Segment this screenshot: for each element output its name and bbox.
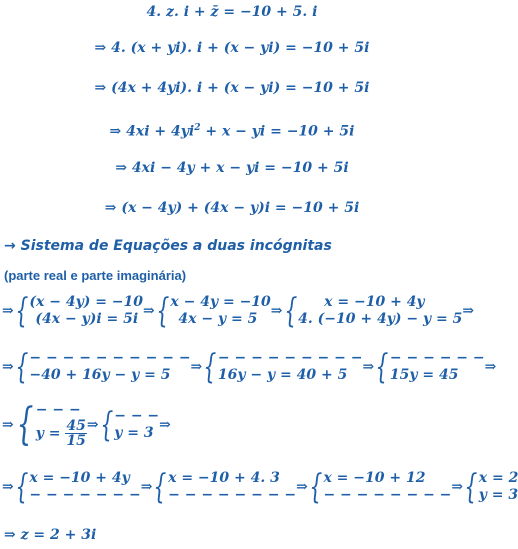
equation-line-3: ⇒ (4x + 4yi). i + (x − yi) = −10 + 5i: [94, 80, 370, 96]
system-4-2: [168, 470, 296, 504]
implies-arrow: ⇒: [270, 303, 283, 319]
fraction-lhs: y =: [35, 425, 66, 442]
system-row-2: [2, 347, 497, 387]
exponent: 2: [194, 123, 201, 133]
left-brace: {: [153, 467, 167, 507]
equation-line-6: ⇒ (x − 4y) + (4x − y)i = −10 + 5i: [104, 200, 360, 216]
system-eq: x = 2: [478, 470, 518, 486]
implies-arrow: ⇒: [140, 479, 153, 495]
system-row-3: [2, 399, 171, 450]
left-brace: {: [156, 291, 170, 331]
implies-arrow: ⇒: [2, 479, 14, 495]
system-eq: (4x − y)i = 5i: [35, 311, 139, 327]
implies-arrow: ⇒: [159, 417, 171, 433]
left-brace: {: [464, 467, 478, 507]
left-brace: {: [15, 291, 29, 331]
final-result: ⇒ z = 2 + 3i: [4, 527, 97, 543]
left-brace: {: [16, 399, 34, 450]
system-eq: x − 4y = −10: [170, 294, 271, 310]
left-brace: {: [309, 467, 323, 507]
left-brace: {: [15, 467, 29, 507]
system-2-3: [390, 350, 485, 384]
system-row-4: [2, 467, 518, 507]
left-brace: {: [203, 347, 217, 387]
system-eq: x = −10 + 4y: [324, 294, 425, 310]
system-eq-fraction: [36, 419, 87, 448]
equation-line-4-right: + x − yi = −10 + 5i: [200, 123, 355, 140]
system-eq: − − −: [35, 402, 81, 418]
equation-line-4: [0, 120, 464, 140]
equation-line-5: ⇒ 4xi − 4y + x − yi = −10 + 5i: [115, 160, 349, 176]
system-eq: x = −10 + 4. 3: [168, 470, 280, 486]
system-eq: − − − − − − −: [29, 487, 141, 503]
implies-arrow: ⇒: [362, 359, 375, 375]
system-2-1: [29, 350, 190, 384]
system-eq: − − − − − − − −: [323, 487, 452, 503]
system-4-4: [479, 470, 518, 504]
fraction-numerator: 45: [66, 418, 86, 434]
left-brace: {: [15, 347, 29, 387]
implies-arrow: ⇒: [462, 303, 475, 319]
equation-line-2: ⇒ 4. (x + yi). i + (x − yi) = −10 + 5i: [94, 40, 370, 56]
left-brace: {: [99, 405, 113, 445]
system-eq: −40 + 16y − y = 5: [29, 367, 171, 383]
system-eq: − − − − − −: [389, 350, 485, 366]
equation-line-4-left: ⇒ 4xi + 4yi: [109, 123, 195, 140]
implies-arrow: ⇒: [2, 303, 14, 319]
system-3-1: [36, 402, 87, 448]
system-eq: x = −10 + 4y: [29, 470, 130, 486]
system-1-3: [298, 294, 462, 328]
system-eq: − − − − − − − − −: [217, 350, 363, 366]
system-row-1: [2, 291, 475, 331]
implies-arrow: ⇒: [2, 359, 14, 375]
implies-arrow: ⇒: [2, 417, 14, 433]
fraction: [65, 419, 86, 448]
system-eq: x = −10 + 12: [323, 470, 426, 486]
system-eq: (x − 4y) = −10: [29, 294, 144, 310]
system-eq: − − −: [114, 408, 160, 424]
implies-arrow: ⇒: [190, 359, 203, 375]
system-eq: 16y − y = 40 + 5: [217, 367, 348, 383]
section-title: → Sistema de Equações a duas incógnitas: [4, 238, 332, 254]
system-3-2: [114, 408, 159, 442]
equation-line-1: 4. z. i + z̄ = −10 + 5. i: [146, 4, 318, 20]
section-subtitle: (parte real e parte imaginária): [4, 268, 187, 283]
left-brace: {: [283, 291, 297, 331]
system-eq: − − − − − − − −: [168, 487, 297, 503]
left-brace: {: [375, 347, 389, 387]
system-1-1: [29, 294, 143, 328]
system-4-3: [323, 470, 451, 504]
system-eq: 4x − y = 5: [178, 311, 258, 327]
system-eq: − − − − − − − − − −: [29, 350, 191, 366]
system-1-2: [170, 294, 270, 328]
system-4-1: [29, 470, 140, 504]
implies-arrow: ⇒: [484, 359, 497, 375]
system-eq: 15y = 45: [389, 367, 459, 383]
implies-arrow: ⇒: [143, 303, 155, 319]
system-eq: y = 3: [478, 487, 518, 503]
system-eq: y = 3: [114, 425, 154, 441]
implies-arrow: ⇒: [86, 417, 99, 433]
implies-arrow: ⇒: [451, 479, 464, 495]
implies-arrow: ⇒: [296, 479, 308, 495]
system-eq: 4. (−10 + 4y) − y = 5: [298, 311, 463, 327]
fraction-denominator: 15: [66, 433, 86, 449]
system-2-2: [218, 350, 363, 384]
